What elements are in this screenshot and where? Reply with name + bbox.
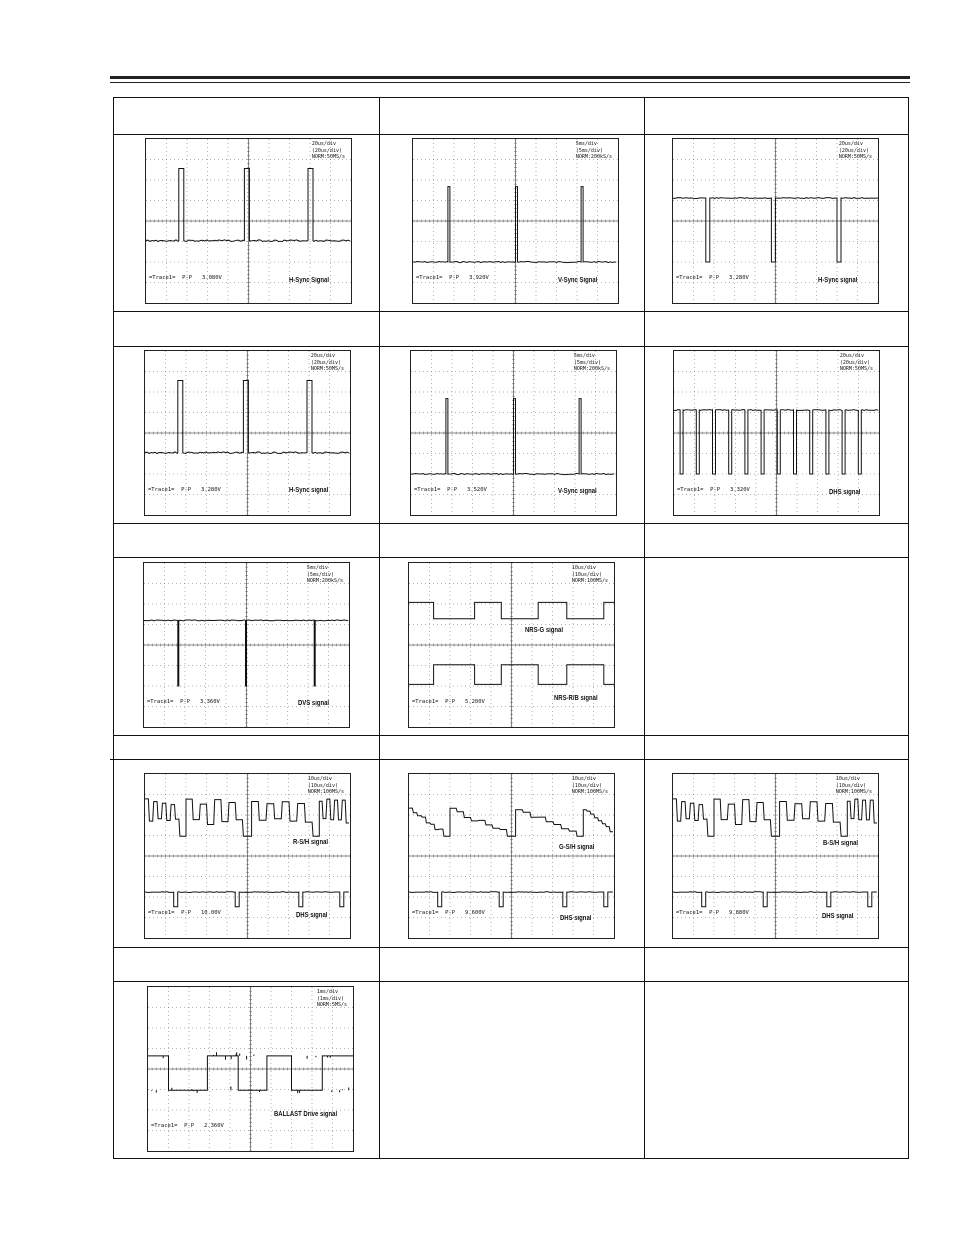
header-rule-thin: [110, 82, 910, 83]
timebase-readout: 20us/div (20us/div) NORM:50MS/s: [839, 353, 873, 372]
trace-readout: =Trace1= P-P 3.280V: [148, 487, 221, 493]
trace-readout: =Trace1= P-P 3.360V: [147, 699, 220, 705]
signal-label: V-Sync signal: [558, 488, 597, 495]
signal-label: BALLAST Drive signal: [274, 1111, 338, 1118]
trace-readout: =Trace1= P-P 2.360V: [151, 1123, 224, 1129]
timebase-readout: 5ms/div (5ms/div) NORM:200kS/s: [573, 353, 610, 372]
oscilloscope-screen: [410, 350, 617, 516]
signal-label: H-Sync signal: [289, 487, 329, 494]
row-divider: [110, 759, 908, 760]
oscilloscope-screen: [144, 350, 351, 516]
oscilloscope-screen: [145, 138, 352, 304]
header-rule-thick: [110, 76, 910, 79]
timebase-readout: 5ms/div (5ms/div) NORM:200kS/s: [575, 141, 612, 160]
trace-readout: =Trace1= P-P 3.520V: [414, 487, 487, 493]
signal-label: G-S/H signal: [559, 844, 595, 851]
trace-readout: =Trace1= P-P 3.320V: [677, 487, 750, 493]
signal-label: NRS-R/B signal: [554, 695, 598, 702]
trace-readout: =Trace1= P-P 3.280V: [676, 275, 749, 281]
row-divider: [114, 981, 908, 982]
oscilloscope-screen: [672, 773, 879, 939]
signal-label: DVS signal: [298, 700, 330, 707]
timebase-readout: 20us/div (20us/div) NORM:50MS/s: [310, 353, 344, 372]
oscilloscope-screen: [412, 138, 619, 304]
row-divider: [114, 311, 908, 312]
signal-label: H-Sync signal: [818, 277, 858, 284]
oscilloscope-screen: [673, 350, 880, 516]
trace-readout: =Trace1= P-P 9.880V: [676, 910, 749, 916]
column-divider: [644, 98, 645, 1158]
signal-label: NRS-G signal: [525, 627, 564, 634]
timebase-readout: 10us/div (10us/div) NORM:100MS/s: [571, 776, 608, 795]
column-divider: [379, 98, 380, 1158]
trace-readout: =Trace1= P-P 3.080V: [149, 275, 222, 281]
oscilloscope-screen: [144, 773, 351, 939]
row-divider: [114, 735, 908, 736]
signal-label: B-S/H signal: [823, 840, 859, 847]
oscilloscope-screen: [408, 562, 615, 728]
row-divider: [114, 557, 908, 558]
oscilloscope-screen: [143, 562, 350, 728]
oscilloscope-screen: [147, 986, 354, 1152]
row-divider: [114, 346, 908, 347]
timebase-readout: 20us/div (20us/div) NORM:50MS/s: [838, 141, 872, 160]
trace-readout: =Trace1= P-P 9.600V: [412, 910, 485, 916]
signal-label: DHS signal: [296, 912, 328, 919]
timebase-readout: 10us/div (10us/div) NORM:100MS/s: [571, 565, 608, 584]
timebase-readout: 10us/div (10us/div) NORM:100MS/s: [307, 776, 344, 795]
trace-readout: =Trace1= P-P 5.200V: [412, 699, 485, 705]
row-divider: [114, 134, 908, 135]
timebase-readout: 20us/div (20us/div) NORM:50MS/s: [311, 141, 345, 160]
signal-label: R-S/H signal: [293, 839, 329, 846]
signal-label: DHS signal: [829, 489, 861, 496]
trace-readout: =Trace1= P-P 10.00V: [148, 910, 221, 916]
timebase-readout: 5ms/div (5ms/div) NORM:200kS/s: [306, 565, 343, 584]
oscilloscope-screen: [672, 138, 879, 304]
signal-label: V-Sync Signal: [558, 277, 598, 284]
timebase-readout: 1ms/div (1ms/div) NORM:5MS/s: [316, 989, 347, 1008]
signal-label: H-Sync Signal: [289, 277, 330, 284]
trace-readout: =Trace1= P-P 3.920V: [416, 275, 489, 281]
timebase-readout: 10us/div (10us/div) NORM:100MS/s: [835, 776, 872, 795]
signal-label: DHS signal: [560, 915, 592, 922]
row-divider: [114, 523, 908, 524]
row-divider: [114, 947, 908, 948]
oscilloscope-screen: [408, 773, 615, 939]
signal-label: DHS signal: [822, 913, 854, 920]
